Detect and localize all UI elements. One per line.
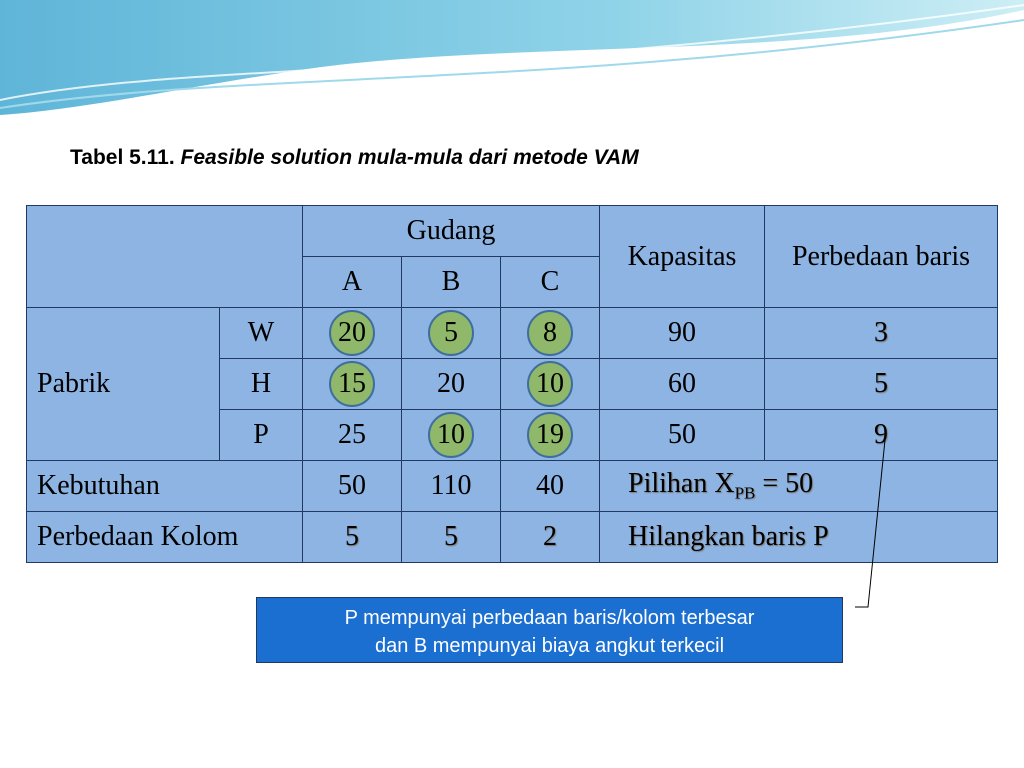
caption-prefix: Tabel 5.11. <box>70 146 181 169</box>
pilihan-note: Pilihan $X_{PB} = 50$ <box>600 461 998 512</box>
cost-cell-circled: 15 <box>329 361 375 407</box>
header-col-b: B <box>402 257 501 308</box>
vam-table <box>26 205 998 563</box>
perbedaan-kolom-label: Perbedaan Kolom <box>27 512 303 563</box>
table-row <box>27 512 998 563</box>
header-col-c: C <box>501 257 600 308</box>
column-difference: 5 <box>402 512 501 563</box>
row-difference: 3 <box>765 308 998 359</box>
kebutuhan-value: 40 <box>501 461 600 512</box>
info-callout-box <box>256 597 843 663</box>
empty-corner-cell <box>27 206 303 308</box>
cost-cell: 20 <box>402 359 501 410</box>
info-line-1: P mempunyai perbedaan baris/kolom terbesar <box>344 607 755 629</box>
kapasitas-value: 50 <box>600 410 765 461</box>
pabrik-label: Pabrik <box>27 308 220 461</box>
kapasitas-value: 60 <box>600 359 765 410</box>
cost-cell-circled: 8 <box>527 310 573 356</box>
row-difference: 5 <box>765 359 998 410</box>
table-row <box>27 461 998 512</box>
column-difference: 2 <box>501 512 600 563</box>
cost-cell-circled: 5 <box>428 310 474 356</box>
header-gudang: Gudang <box>303 206 600 257</box>
info-line-2: dan B mempunyai biaya angkut terkecil <box>374 635 725 657</box>
table-row <box>27 308 998 359</box>
column-difference: 5 <box>303 512 402 563</box>
kapasitas-value: 90 <box>600 308 765 359</box>
header-perbedaan-baris: Perbedaan baris <box>765 206 998 308</box>
header-kapasitas: Kapasitas <box>600 206 765 308</box>
cost-cell-circled: 20 <box>329 310 375 356</box>
table-caption <box>70 146 639 170</box>
cost-cell-circled: 10 <box>527 361 573 407</box>
decorative-wave-banner <box>0 0 1024 120</box>
cost-cell-circled: 19 <box>527 412 573 458</box>
caption-italic: Feasible solution mula-mula dari metode VAM <box>180 146 639 169</box>
kebutuhan-value: 110 <box>402 461 501 512</box>
row-difference: 9 <box>765 410 998 461</box>
row-name: W <box>220 308 303 359</box>
row-name: P <box>220 410 303 461</box>
cost-cell: 25 <box>303 410 402 461</box>
row-name: H <box>220 359 303 410</box>
hilangkan-note: Hilangkan baris P <box>600 512 998 563</box>
kebutuhan-label: Kebutuhan <box>27 461 303 512</box>
header-col-a: A <box>303 257 402 308</box>
kebutuhan-value: 50 <box>303 461 402 512</box>
cost-cell-circled: 10 <box>428 412 474 458</box>
